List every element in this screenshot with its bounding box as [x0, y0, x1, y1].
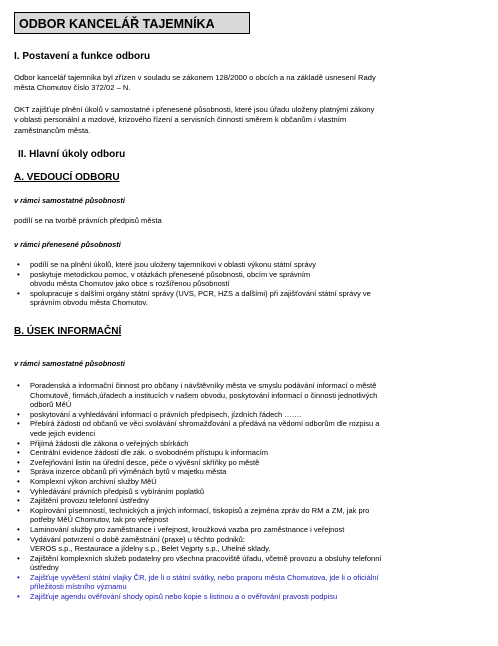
list-item-line: Chomutově, firmách,úřadech a institucích v našem obvodu, poskytování informací o činnosti jednotlivých — [30, 390, 378, 400]
section-a-own-label: v rámci samostatné působnosti — [14, 196, 125, 205]
list-item-line: • spolupracuje s dalšími orgány státní správy (UVS, PCR, HZS a dalšími) při zajišťování státní správy ve — [30, 288, 371, 298]
list-item — [14, 496, 492, 506]
list-item-line: • Správa inzerce občanů při výměnách bytů v majetku města — [30, 467, 227, 477]
section-2-heading: II. Hlavní úkoly odboru — [18, 149, 126, 160]
list-item-line: • Vydávání potvrzení o době zaměstnání (praxe) u těchto podniků: — [30, 534, 245, 544]
list-item-line: správním obvodu města Chomutov. — [30, 298, 148, 308]
list-item-line: • Zajištění provozu telefonní ústředny — [30, 496, 149, 506]
list-item-line: • Přijímá žádosti dle zákona o veřejných sbírkách — [30, 438, 189, 448]
list-item — [14, 592, 492, 602]
list-item — [14, 573, 492, 592]
list-item — [14, 260, 492, 270]
list-item — [14, 525, 492, 535]
list-item-line: příležitosti místního významu — [30, 582, 127, 592]
list-item-line: potřeby MěÚ Chomutov, tak pro veřejnost — [30, 515, 169, 525]
list-item-line: • Zveřejňování listin na úřední desce, péče o vývěsní skříňky po městě — [30, 457, 260, 467]
list-item-line: • podílí se na plnění úkolů, které jsou uloženy tajemníkovi v oblasti výkonu státní správy — [30, 260, 316, 269]
page-title: ODBOR KANCELÁŘ TAJEMNÍKA — [14, 12, 250, 34]
list-item-line: • Vyhledávání právních předpisů s vybíráním poplatků — [30, 486, 204, 496]
section-b-own-label: v rámci samostatné působnosti — [14, 359, 125, 368]
section-a-own-text: podílí se na tvorbě právních předpisů města — [14, 216, 162, 225]
list-item-line: ústředny — [30, 563, 59, 573]
list-item-line: odborů MěÚ — [30, 400, 72, 410]
list-item-line: VEROS s.p., Restaurace a jídelny s.p., Belet Vejprty s.p., Uhelné sklady. — [30, 544, 271, 554]
list-item — [14, 439, 492, 449]
paragraph-line: Odbor kancelář tajemníka byl zřízen v souladu se zákonem 128/2000 o obcích a na základě usnesení Rady — [14, 73, 376, 82]
list-item — [14, 477, 492, 487]
list-item-line: • Kopírování písemností, technických a jiných informací, tiskopisů a zejména zpráv do RM a ZM, jak pro — [30, 505, 370, 515]
list-item — [14, 487, 492, 497]
section-b-list — [14, 381, 492, 602]
list-item — [14, 270, 492, 289]
section-a-heading: A. VEDOUCÍ ODBORU — [14, 172, 120, 183]
list-item — [14, 448, 492, 458]
list-item-line: • Centrální evidence žádostí dle zák. o svobodném přístupu k informacím — [30, 448, 269, 458]
list-item-line: • Zajištění komplexních služeb podatelny pro všechna pracoviště úřadu, včetně provozu a obsluhy telefonní — [30, 553, 382, 563]
list-item-line: • Komplexní výkon archivní služby MěÚ — [30, 476, 157, 486]
paragraph-line: města Chomutov číslo 372/02 – N. — [14, 83, 131, 93]
section-a-transferred-label: v rámci přenesené působnosti — [14, 240, 121, 249]
list-item-line: • poskytování a vyhledávání informací o právních předpisech, jízdních řádech ……. — [30, 409, 302, 419]
section-1-paragraph-2 — [14, 105, 489, 136]
paragraph-line: OKT zajišťuje plnění úkolů v samostatné i přenesené působnosti, které jsou úřadu uloženy platnými zákony — [14, 105, 375, 114]
section-b-heading: B. ÚSEK INFORMAČNÍ — [14, 326, 122, 337]
list-item-line: • Přebírá žádosti od občanů ve věci svolávání shromažďování a předává na vědomí odborům dle rozpisu a — [30, 419, 380, 429]
section-a-transferred-list — [14, 260, 492, 308]
paragraph-line: zaměstnancům města. — [14, 125, 91, 135]
list-item — [14, 410, 492, 420]
list-item — [14, 535, 492, 554]
list-item-line: vede jejich evidenci — [30, 428, 96, 438]
list-item-line: • poskytuje metodickou pomoc, v otázkách přenesené působnosti, obcím ve správním — [30, 269, 311, 279]
paragraph-line: v oblasti personální a mzdové, krizového řízení a servisních činností směrem k občanům i vlastním — [14, 115, 347, 125]
list-item — [14, 289, 492, 308]
section-1-heading: I. Postavení a funkce odboru — [14, 51, 151, 62]
list-item — [14, 419, 492, 438]
list-item-line: • Laminování služby pro zaměstnance i veřejnost, kroužková vazba pro zaměstnance i veřejnost — [30, 524, 345, 534]
list-item — [14, 458, 492, 468]
list-item — [14, 554, 492, 573]
list-item-line: • Poradenská a informační činnost pro občany i návštěvníky města ve smyslu podávání informací o městě — [30, 381, 377, 390]
list-item — [14, 381, 492, 410]
section-1-paragraph-1 — [14, 73, 489, 94]
list-item-line: obvodu města Chomutov jako obce s rozšířenou působností — [30, 279, 230, 289]
list-item — [14, 506, 492, 525]
list-item-line: • Zajišťuje vyvěšení státní vlajky ČR, jde li o státní svátky, nebo praporu města Chomutova, jde li o oficiální — [30, 572, 379, 582]
list-item-line: • Zajišťuje agendu ověřování shody opisů nebo kopie s listinou a o ověřování pravosti podpisu — [30, 592, 338, 602]
list-item — [14, 467, 492, 477]
